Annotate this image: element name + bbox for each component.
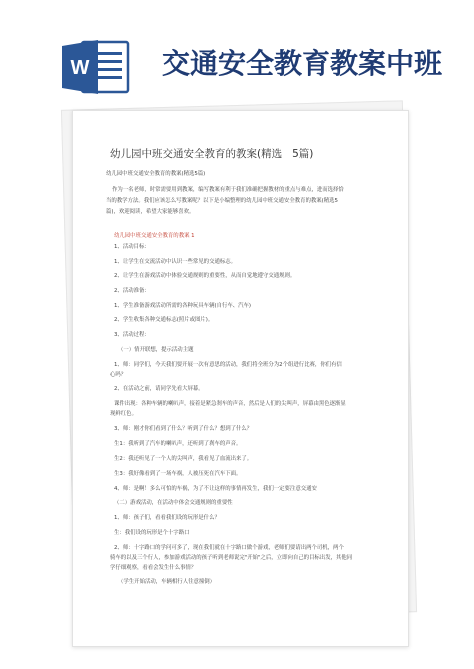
doc-line: 2、让学生在游戏活动中体验交通规则的重要性，从而自觉地遵守交通规则。 [114,273,296,279]
doc-line: 心吗？ [110,372,127,378]
document-title [110,146,360,161]
doc-line: 生3：我好像看到了一场车祸，人被压死在汽车下面。 [114,471,242,477]
doc-line: 1、学生准备游戏活动所需的各种玩具车辆(自行车、汽车) [114,303,252,309]
doc-line: 2、师：十字路口的学问可多了，现在我们就在十字路口做个游戏，老师们要请出两个司机，两个 [114,545,344,551]
doc-line: （学生开始活动，车辆相行人往意撞倒） [118,579,216,585]
doc-line: 1、师：同学们，今天我们要开展一次有意思的活动，我们将全班分为2个组进行比赛，你们有信 [114,362,342,368]
section-heading: 幼儿园中班交通安全教育的教案 1 [114,233,195,239]
svg-text:W: W [70,57,90,79]
document-title-text: 幼儿园中班交通安全教育的教案(精选 [110,148,283,160]
doc-line: 篇)，欢迎阅读，希望大家能够喜欢。 [106,209,195,215]
doc-line: 课件出现：各种车辆的喇叭声，接着是紧急刹车的声音，然后是人们的尖叫声，屏幕由黑色逐渐显 [114,401,346,407]
doc-line: 1、活动目标： [114,244,150,250]
doc-line: 1、师：孩子们，看看我们设的玩形是什么？ [114,515,220,521]
doc-line: 3、活动过程： [114,332,150,338]
doc-line: （一）情开联想，提示活动主题 [118,347,194,353]
doc-line: 3、师：刚才你们看到了什么？听到了什么？想到了什么？ [114,426,253,432]
doc-line-subtitle: 幼儿园中班交通安全教育的教案(精选5篇) [106,171,206,177]
doc-line: 骑车的以及三个行人，参加游戏活动的孩子听到老师说完"开始"之后，立即向自己的目标出发，其他同 [110,555,353,561]
doc-line: 2、在活动之前，请同学先看大屏幕。 [114,386,204,392]
doc-line: 2、学生收集各种交通标志(照片或图片)。 [114,317,214,323]
doc-line: 生2：我还听见了一个人的尖叫声，我看见了血流出来了。 [114,456,253,462]
doc-line: 2、活动准备： [114,288,150,294]
banner-title: 交通安全教育教案中班 [162,47,443,80]
doc-line: 生1：我听到了汽车的喇叭声，还听到了刹车的声音。 [114,441,242,447]
document-title-suffix: 5篇) [292,148,314,160]
doc-line: 作为一名老师，时常需要用到教案，编写教案有利于我们准确把握教材的重点与难点，进而选择恰 [112,187,344,193]
doc-line: （二）游戏活动，在活动中体会交通规则的重要性 [114,500,233,506]
banner [0,0,474,105]
doc-line: 现鲜红色。 [110,411,137,417]
doc-line: 当的教学方法。我们应该怎么写教案呢？以下是小编整理的幼儿园中班交通安全教育的教案(精选5 [106,198,338,204]
word-document-icon [60,38,132,96]
doc-line: 学仔细观察，看看会发生什么事情？ [110,565,197,571]
doc-line: 4、师：是啊！多么可怕的车祸，为了不让这样的事情再发生，我们一定要注意交通安 [114,486,317,492]
doc-line: 生：我们设的玩形是个十字路口 [114,530,190,536]
doc-line: 1、让学生在交流活动中认识一些常见的交通标志。 [114,259,237,265]
